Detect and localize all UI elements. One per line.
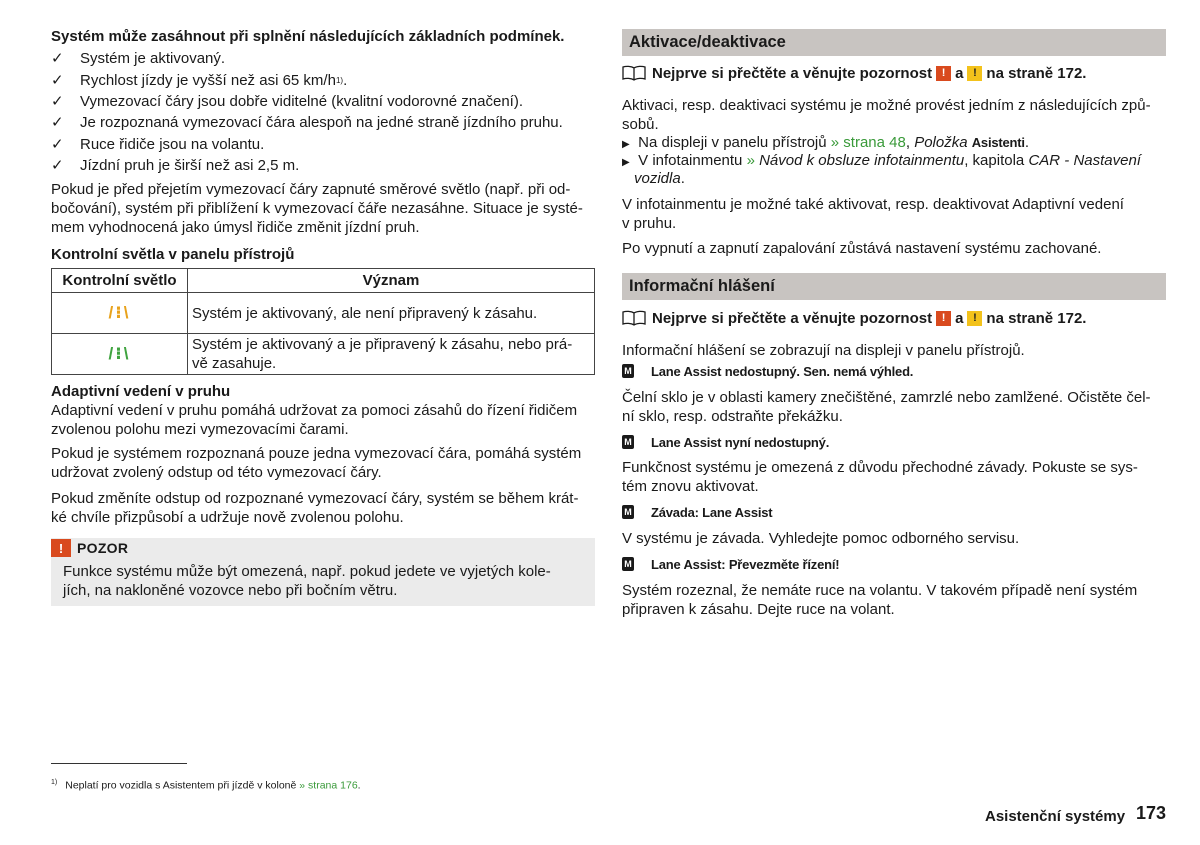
check-icon: ✓ [51, 71, 64, 89]
footnote-divider [51, 763, 187, 764]
conditions-list [51, 48, 563, 176]
lane-assist-green-icon: /⁝\ [108, 344, 131, 363]
warning-lights-table [51, 268, 595, 375]
bullet-triangle-icon: ▶ [622, 157, 630, 168]
book-icon [622, 65, 646, 81]
message-text: Čelní sklo je v oblasti kamery znečištěné, zamrzlé nebo zamlžené. Očistěte čel- ní sklo, resp. odstraňte překážku. [622, 389, 1151, 425]
list-item: ✓ Jízdní pruh je širší než asi 2,5 m. [51, 157, 300, 175]
list-item: ✓ Vymezovací čáry jsou dobře viditelné (kvalitní vodorovné značení). [51, 92, 523, 110]
turn-signal-paragraph: Pokud je před přejetím vymezovací čáry zapnuté směrové světlo (např. při od- bočování), systém při přiblížení k vymezovací čáře nezasáhne. Situace je systé- mem vyhodnocená jako úmysl řidiče změnit jízdní pruh. [51, 181, 583, 236]
section-title-bar [622, 29, 1166, 56]
safety-reference: Nejprve si přečtěte a věnujte pozornost ! a ! na straně 172. [622, 63, 1086, 83]
check-icon: ✓ [51, 157, 64, 175]
footnote-marker: 1) [335, 75, 344, 85]
display-message-icon: M [622, 435, 634, 449]
caution-box [51, 538, 595, 606]
safety-reference: Nejprve si přečtěte a věnujte pozornost ! a ! na straně 172. [622, 308, 1086, 328]
infotainment-paragraph: V infotainmentu je možné také aktivovat, resp. deaktivovat Adaptivní vedení v pruhu. [622, 196, 1124, 232]
message-text: V systému je závada. Vyhledejte pomoc odborného servisu. [622, 530, 1020, 547]
table-heading: Kontrolní světla v panelu přístrojů [51, 246, 295, 263]
table-header-light: Kontrolní světlo [52, 269, 188, 293]
info-paragraph: Informační hlášení se zobrazují na displeji v panelu přístrojů. [622, 342, 1025, 359]
caution-icon: ! [51, 539, 71, 557]
bullet-triangle-icon: ▶ [622, 139, 630, 150]
list-item: ▶ V infotainmentu » Návod k obsluze infotainmentu, kapitola CAR - Nastavení [622, 151, 1166, 172]
caution-text: Funkce systému může být omezená, např. pokud jedete ve vyjetých kole- jích, na nakloněné vozovce nebo při bočním větru. [63, 563, 551, 599]
check-icon: ✓ [51, 50, 64, 68]
warning-yellow-icon: ! [967, 66, 982, 81]
section-title-bar [622, 273, 1166, 300]
list-item: ▶ Na displeji v panelu přístrojů » strana 48, Položka Asistenti. [622, 133, 1166, 154]
section-title: Aktivace/deaktivace [629, 33, 786, 51]
message-title: M Závada: Lane Assist [622, 503, 772, 521]
table-row: /⁝\ Systém je aktivovaný, ale není připravený k zásahu. [52, 293, 595, 334]
display-message-icon: M [622, 364, 634, 378]
list-item: ✓ Je rozpoznaná vymezovací čára alespoň na jedné straně jízdního pruhu. [51, 114, 563, 132]
message-title: M Lane Assist nyní nedostupný. [622, 433, 829, 451]
display-message-icon: M [622, 557, 634, 571]
warning-red-icon: ! [936, 311, 951, 326]
change-paragraph: Pokud změníte odstup od rozpoznané vymezovací čáry, systém se během krát- ké chvíle přizpůsobí a udržuje nově zvolenou polohu. [51, 490, 579, 526]
one-line-paragraph: Pokud je systémem rozpoznaná pouze jedna vymezovací čára, pomáhá systém udržovat zvolený odstup od této vymezovací čáry. [51, 445, 582, 481]
ignition-paragraph: Po vypnutí a zapnutí zapalování zůstává nastavení systému zachované. [622, 240, 1102, 257]
page-link[interactable]: » strana 48 [830, 134, 906, 151]
page-number: 173 [1136, 803, 1167, 823]
adaptive-paragraph: Adaptivní vedení v pruhu pomáhá udržovat za pomoci zásahů do řízení řidičem zvolenou polohu mezi vymezovacími čarami. [51, 402, 578, 438]
footnote-link[interactable]: » strana 176 [299, 779, 358, 792]
message-title: M Lane Assist: Převezměte řízení! [622, 555, 839, 573]
message-title: M Lane Assist nedostupný. Sen. nemá výhled. [622, 362, 913, 380]
footnote: $^{1)}$ Neplatí pro vozidla s Asistentem při jízdě v koloně » strana 176. [51, 779, 361, 792]
list-item: ✓ Ruce řidiče jsou na volantu. [51, 135, 265, 153]
check-icon: ✓ [51, 135, 64, 153]
warning-yellow-icon: ! [967, 311, 982, 326]
table-header-meaning: Význam [188, 269, 595, 293]
section-title: Informační hlášení [629, 277, 775, 295]
list-item-continuation: vozidla. [634, 170, 685, 187]
book-icon [622, 310, 646, 326]
caution-title: POZOR [77, 539, 129, 556]
manual-link[interactable]: » [746, 152, 755, 169]
check-icon: ✓ [51, 114, 64, 132]
display-message-icon: M [622, 505, 634, 519]
table-row: /⁝\ Systém je aktivovaný a je připravený k zásahu, nebo prá- vě zasahuje. [52, 334, 595, 375]
list-item: ✓ Rychlost jízdy je vyšší než asi 65 km/h 1) . [51, 71, 348, 89]
footer-chapter-title: Asistenční systémy [985, 808, 1126, 825]
activation-paragraph: Aktivaci, resp. deaktivaci systému je možné provést jedním z následujících způ- sobů. [622, 97, 1151, 133]
lane-assist-amber-icon: /⁝\ [108, 303, 131, 322]
message-text: Funkčnost systému je omezená z důvodu přechodné závady. Pokuste se sys- tém znovu aktivovat. [622, 459, 1138, 495]
warning-red-icon: ! [936, 66, 951, 81]
message-text: Systém rozeznal, že nemáte ruce na volantu. V takovém případě není systém připraven k zásahu. Dejte ruce na volant. [622, 582, 1138, 618]
check-icon: ✓ [51, 92, 64, 110]
conditions-heading: Systém může zasáhnout při splnění následujících základních podmínek. [51, 28, 565, 45]
adaptive-heading: Adaptivní vedení v pruhu [51, 383, 231, 400]
list-item: ✓ Systém je aktivovaný. [51, 50, 226, 68]
